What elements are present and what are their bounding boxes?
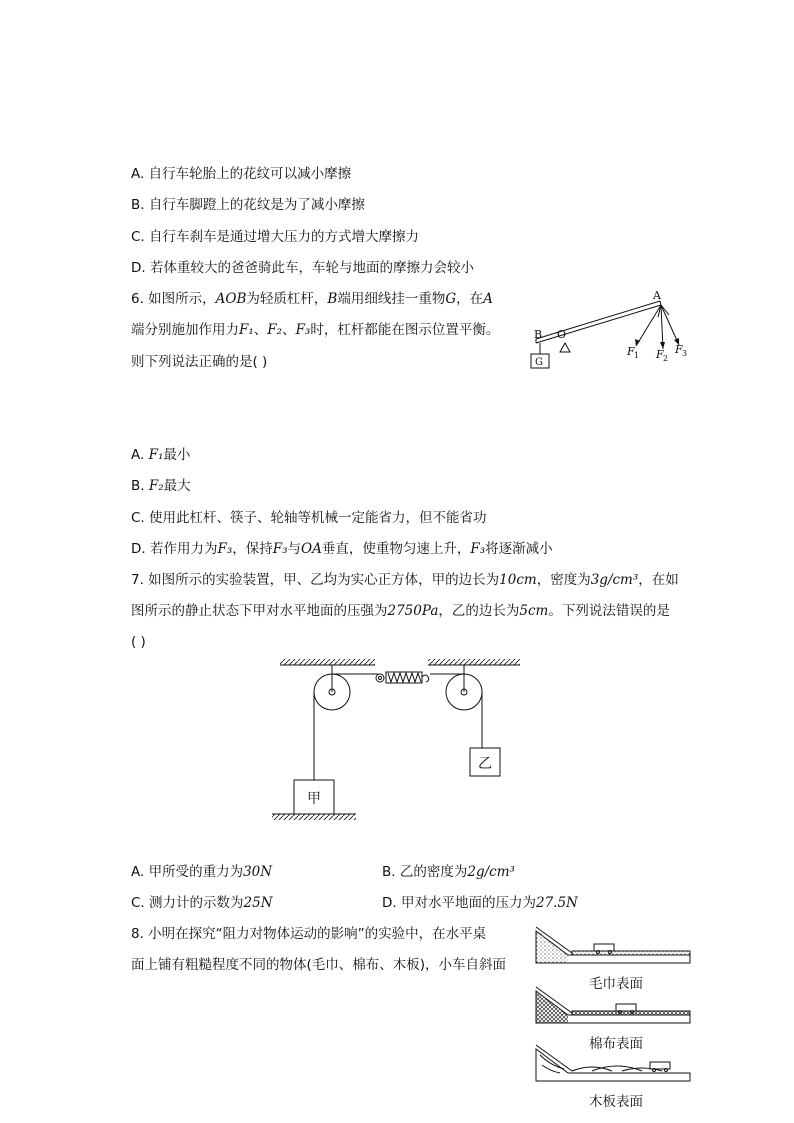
- q7-stem-line2: 图所示的静止状态下甲对水平地面的压强为2750Pa，乙的边长为5cm。下列说法错误的是: [131, 603, 670, 619]
- label-f2: F: [656, 348, 664, 361]
- label-o: O: [557, 328, 567, 341]
- label-f2-sub: 2: [663, 354, 669, 363]
- q5-option-a: A. 自行车轮胎上的花纹可以减小摩擦: [131, 166, 352, 182]
- label-f3-sub: 3: [682, 349, 688, 358]
- caption-towel: 毛巾表面: [589, 976, 643, 992]
- q7-option-c: C. 测力计的示数为25N: [131, 895, 273, 911]
- q7-option-b: B. 乙的密度为2g/cm³: [382, 864, 515, 880]
- q7-stem-line3: ( ): [131, 634, 146, 650]
- q6-stem-line3: 则下列说法正确的是( ): [131, 354, 268, 370]
- label-f3: F: [675, 343, 683, 356]
- q6-option-b: B. F₂最大: [131, 478, 191, 494]
- block-yi-label: 乙: [478, 756, 492, 772]
- incline-cotton-figure: [532, 985, 696, 1031]
- q6-stem-line2: 端分别施加作用力F₁、F₂、F₃时，杠杆都能在图示位置平衡。: [131, 322, 500, 338]
- q7-stem-line1: 7. 如图所示的实验装置，甲、乙均为实心正方体，甲的边长为10cm，密度为3g/cm³，在如: [131, 572, 679, 588]
- q5-option-c: C. 自行车刹车是通过增大压力的方式增大摩擦力: [131, 229, 420, 245]
- q7-option-a: A. 甲所受的重力为30N: [131, 864, 273, 880]
- caption-wood: 木板表面: [589, 1094, 643, 1110]
- lever-figure: [522, 288, 700, 374]
- caption-cotton: 棉布表面: [589, 1036, 643, 1052]
- q8-stem-line2: 面上铺有粗糙程度不同的物体(毛巾、棉布、木板)，小车自斜面: [131, 957, 507, 973]
- label-f1: F: [627, 345, 635, 358]
- label-g: G: [535, 357, 543, 368]
- label-f1-sub: 1: [634, 351, 640, 360]
- incline-wood-figure: [532, 1043, 696, 1089]
- q5-option-d: D. 若体重较大的爸爸骑此车，车轮与地面的摩擦力会较小: [131, 260, 474, 276]
- q6-option-c: C. 使用此杠杆、筷子、轮轴等机械一定能省力，但不能省功: [131, 510, 487, 526]
- q6-option-a: A. F₁最小: [131, 447, 191, 463]
- incline-towel-figure: [532, 925, 696, 971]
- label-b: B: [534, 328, 543, 341]
- q6-stem-line1: 6. 如图所示，AOB为轻质杠杆，B端用细线挂一重物G，在A: [131, 291, 493, 307]
- block-jia-label: 甲: [307, 791, 321, 807]
- label-a: A: [653, 289, 661, 302]
- q6-option-d: D. 若作用力为F₃，保持F₃与OA垂直，使重物匀速上升，F₃将逐渐减小: [131, 541, 553, 557]
- q8-stem-line1: 8. 小明在探究“阻力对物体运动的影响”的实验中，在水平桌: [131, 926, 487, 942]
- q7-option-d: D. 甲对水平地面的压力为27.5N: [382, 895, 578, 911]
- pulley-figure: [268, 656, 526, 826]
- q5-option-b: B. 自行车脚蹬上的花纹是为了减小摩擦: [131, 197, 365, 213]
